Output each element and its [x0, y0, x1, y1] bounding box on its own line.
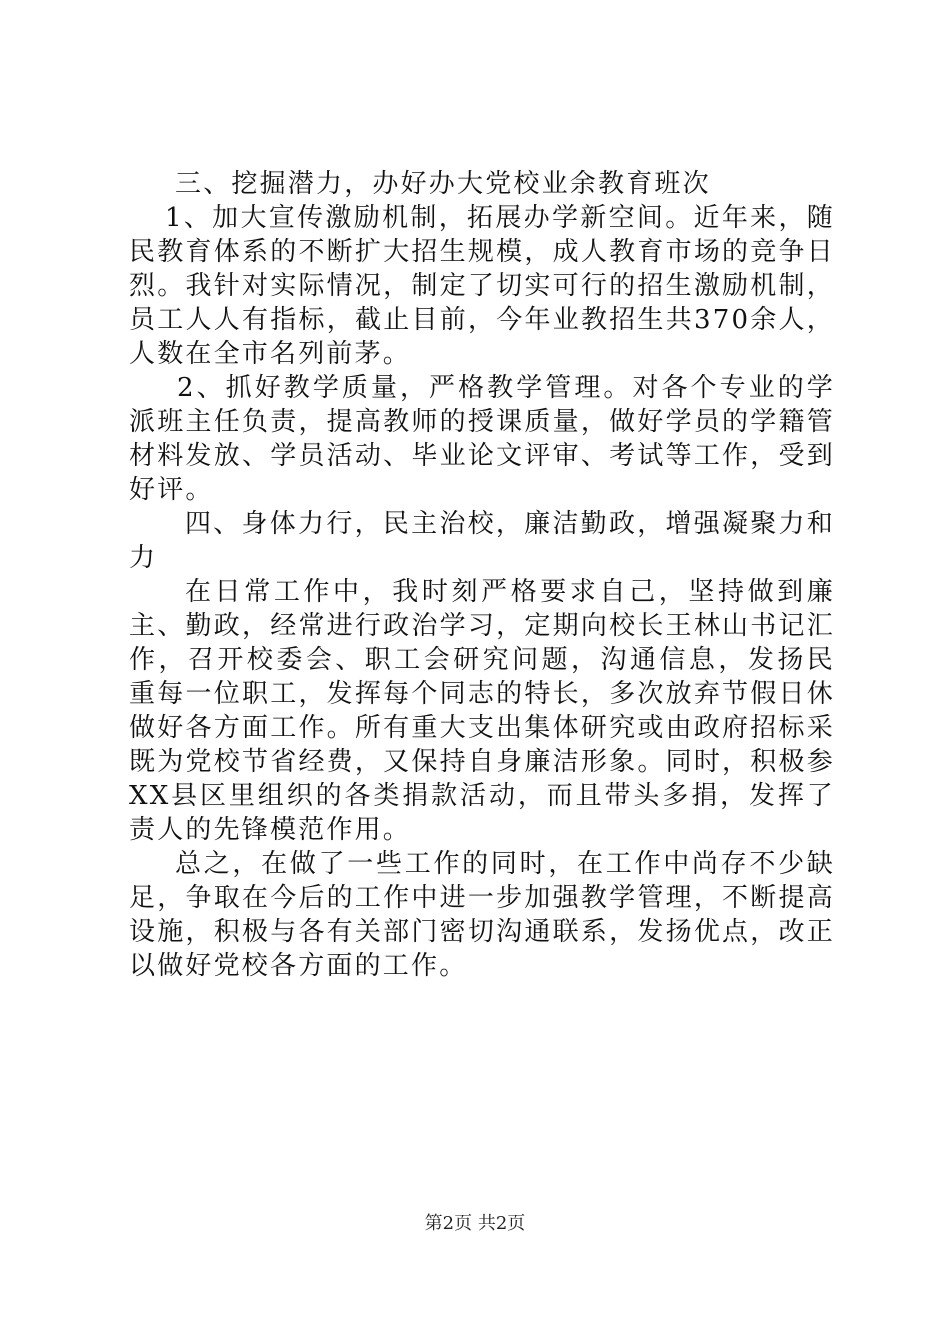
text-line: 四、身体力行，民主治校，廉洁勤政，增强凝聚力和 — [185, 509, 835, 539]
text-line: 民教育体系的不断扩大招生规模，成人教育市场的竞争日 — [129, 237, 835, 267]
text-line: 员工人人有指标，截止目前，今年业教招生共370余人， — [129, 305, 835, 335]
text-line: 1、加大宣传激励机制，拓展办学新空间。近年来，随 — [165, 203, 835, 233]
text-line: 设施，积极与各有关部门密切沟通联系，发扬优点，改正 — [129, 917, 835, 947]
text-line: XX县区里组织的各类捐款活动，而且带头多捐，发挥了 — [129, 781, 835, 811]
page-footer — [0, 1212, 950, 1236]
text-line: 2、抓好教学质量，严格教学管理。对各个专业的学 — [177, 373, 835, 403]
text-line: 好评。 — [129, 475, 214, 505]
text-line: 材料发放、学员活动、毕业论文评审、考试等工作，受到 — [129, 441, 835, 471]
text-line: 足，争取在今后的工作中进一步加强教学管理，不断提高 — [129, 883, 835, 913]
document-body — [129, 167, 835, 983]
page-number-label: 第2页 共2页 — [424, 1213, 526, 1234]
text-line: 以做好党校各方面的工作。 — [129, 951, 468, 981]
text-line: 重每一位职工，发挥每个同志的特长，多次放弃节假日休 — [129, 679, 835, 709]
text-line: 作，召开校委会、职工会研究问题，沟通信息，发扬民 — [129, 645, 835, 675]
text-line: 做好各方面工作。所有重大支出集体研究或由政府招标采 — [129, 713, 835, 743]
text-line: 烈。我针对实际情况，制定了切实可行的招生激励机制， — [129, 271, 835, 301]
text-line: 主、勤政，经常进行政治学习，定期向校长王林山书记汇 — [129, 611, 835, 641]
text-line: 人数在全市名列前茅。 — [129, 339, 412, 369]
text-line: 责人的先锋模范作用。 — [129, 815, 412, 845]
text-line: 派班主任负责，提高教师的授课质量，做好学员的学籍管 — [129, 407, 835, 437]
text-line: 总之，在做了一些工作的同时，在工作中尚存不少缺 — [175, 849, 835, 879]
text-line: 三、挖掘潜力，办好办大党校业余教育班次 — [175, 169, 711, 199]
text-line: 在日常工作中，我时刻严格要求自己，坚持做到廉 — [185, 577, 835, 607]
text-line: 力 — [129, 543, 158, 573]
text-line: 既为党校节省经费，又保持自身廉洁形象。同时，积极参 — [129, 747, 835, 777]
